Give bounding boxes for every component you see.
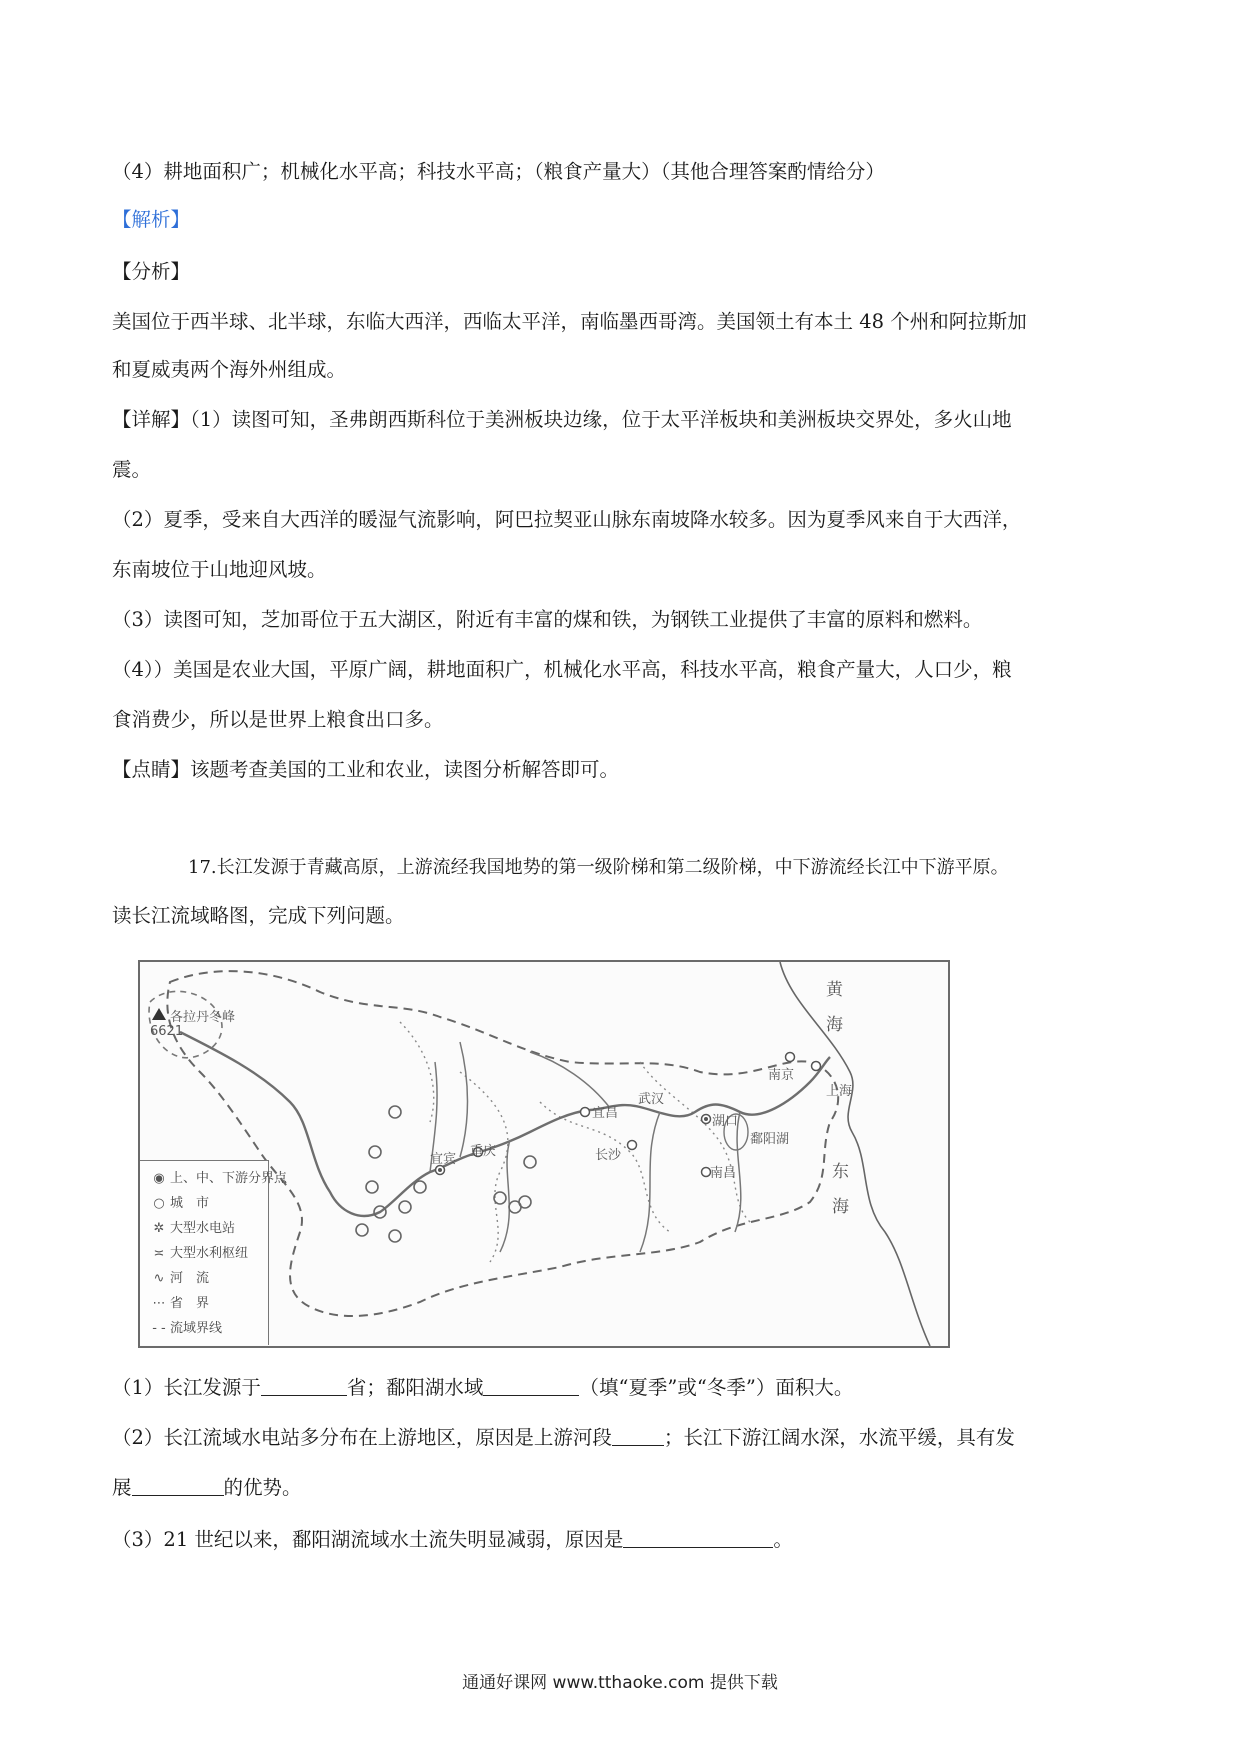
map-legend (140, 1160, 288, 1345)
city-poyang: 鄱阳湖 (750, 1132, 790, 1147)
yangtze-basin-map (138, 960, 950, 1348)
tributary-han (530, 1052, 610, 1108)
legend-item: ○ 城 市 (148, 1196, 209, 1212)
city-yichang: 宜昌 (592, 1106, 619, 1121)
legend-item: ⋯ 省 界 (148, 1296, 209, 1312)
dianjing: 【点睛】该题考查美国的工业和农业，读图分析解答即可。 (112, 758, 620, 781)
hydropower-station (494, 1192, 506, 1204)
city-nanjing: 南京 (768, 1068, 795, 1083)
footer-credit: 通通好课网 www.tthaoke.com 提供下载 (462, 1673, 778, 1693)
question-17-line-1: 17.长江发源于青藏高原，上游流经我国地势的第一级阶梯和第二级阶梯，中下游流经长江中下游平原。 (188, 857, 1009, 878)
answer-blank[interactable] (261, 1375, 347, 1396)
detail-4-line-1: （4））美国是农业大国，平原广阔，耕地面积广，机械化水平高，科技水平高，粮食产量大，人口少，粮 (112, 658, 1012, 681)
coastline (780, 962, 930, 1346)
analysis-line-2: 和夏威夷两个海外州组成。 (112, 358, 347, 381)
fenxi-heading: 【分析】 (112, 260, 191, 283)
answer-4: （4）耕地面积广；机械化水平高；科技水平高；（粮食产量大）（其他合理答案酌情给分） (112, 160, 885, 183)
tributary-xiang (640, 1112, 660, 1252)
province-line-3 (640, 1062, 750, 1222)
hydropower-station (399, 1201, 411, 1213)
water-project-icon: ≍ (153, 1246, 165, 1261)
hydropower-station (389, 1230, 401, 1242)
tributary-jialing (460, 1042, 468, 1157)
boundary-point-yibin (438, 1168, 442, 1172)
peak-name: 各拉丹冬峰 (170, 1010, 236, 1025)
city-marker (786, 1053, 795, 1062)
hydropower-station (509, 1201, 521, 1213)
city-yibin: 宜宾 (430, 1152, 457, 1167)
legend-item: ✲ 大型水电站 (148, 1221, 235, 1237)
sea-east: 东海 (828, 1162, 848, 1232)
city-shanghai: 上海 (826, 1084, 853, 1099)
answer-blank[interactable] (132, 1475, 224, 1496)
basin-boundary-icon: - - (152, 1321, 166, 1336)
sea-yellow: 黄海 (822, 980, 842, 1050)
detail-2-line-2: 东南坡位于山地迎风坡。 (112, 558, 327, 581)
city-marker (581, 1108, 590, 1117)
province-border-icon: ⋯ (152, 1296, 166, 1311)
question-1: （1）长江发源于 省；鄱阳湖水域 （填“夏季”或“冬季”）面积大。 (112, 1376, 854, 1399)
detail-1-line-2: 震。 (112, 458, 152, 481)
answer-blank[interactable] (483, 1375, 579, 1396)
city-marker (628, 1141, 637, 1150)
hydropower-icon: ✲ (153, 1221, 165, 1236)
detail-3: （3）读图可知，芝加哥位于五大湖区，附近有丰富的煤和铁，为钢铁工业提供了丰富的原料和燃料。 (112, 608, 983, 631)
peak-height: 6621 (150, 1024, 184, 1039)
question-2-line-2: 展 的优势。 (112, 1476, 302, 1499)
hydropower-station (389, 1106, 401, 1118)
province-line-4 (400, 1022, 434, 1122)
city-hukou: 湖口 (712, 1114, 739, 1129)
answer-blank[interactable] (623, 1527, 773, 1548)
hydropower-station (414, 1181, 426, 1193)
answer-blank[interactable] (612, 1425, 664, 1446)
hydropower-station (356, 1224, 368, 1236)
city-chongqing: 重庆 (470, 1144, 497, 1159)
legend-item: ◉ 上、中、下游分界点 (148, 1171, 287, 1187)
analysis-heading: 【解析】 (112, 208, 191, 231)
boundary-point-hukou (704, 1117, 708, 1121)
legend-item: ∿ 河 流 (148, 1271, 209, 1287)
detail-4-line-2: 食消费少，所以是世界上粮食出口多。 (112, 708, 444, 731)
question-17-line-2: 读长江流域略图，完成下列问题。 (112, 904, 405, 927)
question-3: （3）21 世纪以来，鄱阳湖流域水土流失明显减弱，原因是 。 (112, 1528, 793, 1551)
legend-item: ≍ 大型水利枢纽 (148, 1246, 248, 1262)
city-wuhan: 武汉 (638, 1092, 665, 1107)
city-icon: ○ (153, 1196, 165, 1211)
hydropower-station (369, 1146, 381, 1158)
analysis-line-1: 美国位于西半球、北半球，东临大西洋，西临太平洋，南临墨西哥湾。美国领土有本土 48 个州和阿拉斯加 (112, 310, 1027, 333)
legend-item: - - 流域界线 (148, 1321, 222, 1337)
city-marker (812, 1062, 821, 1071)
peak-triangle (152, 1008, 166, 1020)
city-changsha: 长沙 (595, 1148, 622, 1163)
detail-1-line-1: 【详解】（1）读图可知，圣弗朗西斯科位于美洲板块边缘，位于太平洋板块和美洲板块交界处，多火山地 (112, 408, 1012, 431)
boundary-point-icon: ◉ (153, 1171, 165, 1186)
hydropower-station (524, 1156, 536, 1168)
hydropower-station (366, 1181, 378, 1193)
city-nanchang: 南昌 (710, 1166, 737, 1181)
question-2-line-1: （2）长江流域水电站多分布在上游地区，原因是上游河段 ；长江下游江阔水深，水流平缓，具有发 (112, 1426, 1015, 1449)
detail-2-line-1: （2）夏季，受来自大西洋的暖湿气流影响，阿巴拉契亚山脉东南坡降水较多。因为夏季风来自于大西洋， (112, 508, 1022, 531)
river-icon: ∿ (153, 1271, 165, 1286)
